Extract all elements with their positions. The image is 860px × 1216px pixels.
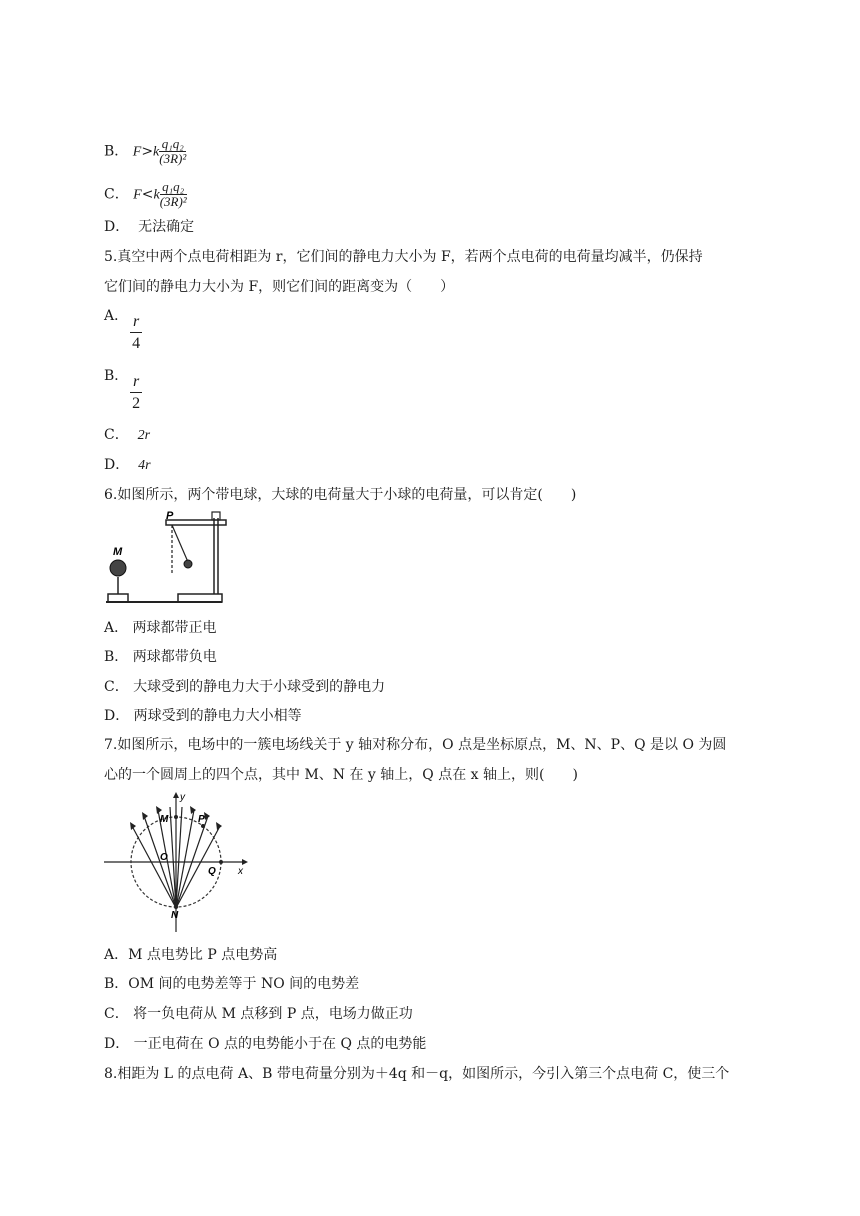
- q7-label-q: Q: [208, 866, 216, 877]
- q6-figure: [104, 510, 230, 610]
- q4-option-c[interactable]: C． F<k $\frac{\text{q₁q₂}}{\text{(3R)²}}$: [104, 179, 187, 209]
- q5-option-a-fraction: $\frac{r}{4}$: [130, 312, 142, 355]
- q4-option-b[interactable]: B． F>k $\frac{\text{q₁q₂}}{\text{(3R)²}}$: [104, 136, 187, 166]
- q6-top-arm: [166, 520, 226, 525]
- q7-option-d[interactable]: D． 一正电荷在 O 点的电势能小于在 Q 点的电势能: [104, 1036, 427, 1052]
- q7-x-arrow: [242, 859, 248, 865]
- q5-option-b-fraction: $\frac{r}{2}$: [130, 372, 142, 415]
- q7-point-n: [174, 905, 178, 909]
- q6-string: [172, 525, 188, 562]
- q6-top-cap: [212, 512, 220, 520]
- q4-option-d[interactable]: D． 无法确定: [104, 219, 195, 235]
- q6-label-m: M: [113, 546, 123, 558]
- q6-stand-right-base: [178, 594, 222, 602]
- q6-option-c[interactable]: C． 大球受到的静电力大于小球受到的静电力: [104, 679, 386, 695]
- q7-label-o: O: [160, 852, 168, 863]
- q5-option-b-label[interactable]: B．: [104, 368, 129, 384]
- q6-big-ball: [110, 560, 126, 576]
- q7-figure: [104, 790, 250, 938]
- q5-stem-line1: 5.真空中两个点电荷相距为 r，它们间的静电力大小为 F，若两个点电荷的电荷量均减半，仍保持: [104, 249, 703, 265]
- q7-label-p: P: [198, 814, 205, 825]
- q7-y-arrow: [173, 792, 179, 798]
- q7-option-b[interactable]: B．OM 间的电势差等于 NO 间的电势差: [104, 976, 360, 992]
- q5-option-a-label[interactable]: A．: [104, 308, 129, 324]
- q6-option-a[interactable]: A． 两球都带正电: [104, 620, 217, 636]
- q4-b-fraction: $\frac{\text{q₁q₂}}{\text{(3R)²}}$: [159, 136, 187, 166]
- q6-label-p: P: [166, 510, 174, 522]
- q5-stem-line2: 它们间的静电力大小为 F，则它们间的距离变为（ ）: [104, 279, 455, 295]
- q7-label-x: x: [238, 866, 243, 877]
- q6-small-ball: [184, 560, 192, 568]
- q7-point-q: [219, 860, 223, 864]
- q7-label-n: N: [171, 910, 179, 921]
- q6-stem: 6.如图所示，两个带电球，大球的电荷量大于小球的电荷量，可以肯定( ): [104, 487, 577, 503]
- q4-c-fraction: $\frac{\text{q₁q₂}}{\text{(3R)²}}$: [159, 179, 187, 209]
- q8-stem-line1: 8.相距为 L 的点电荷 A、B 带电荷量分别为＋4q 和－q，如图所示，今引入第三个点电荷 C，使三个: [104, 1066, 730, 1082]
- q5-option-c[interactable]: C． 2r: [104, 427, 151, 443]
- q7-point-m: [174, 815, 178, 819]
- q7-stem-line2: 心的一个圆周上的四个点，其中 M、N 在 y 轴上，Q 点在 x 轴上，则( ): [104, 767, 578, 783]
- q6-stand-left-base: [108, 594, 128, 602]
- q7-option-a[interactable]: A．M 点电势比 P 点电势高: [104, 947, 278, 963]
- q7-label-m: M: [160, 814, 169, 825]
- q7-option-c[interactable]: C． 将一负电荷从 M 点移到 P 点，电场力做正功: [104, 1006, 413, 1022]
- q7-stem-line1: 7.如图所示，电场中的一簇电场线关于 y 轴对称分布，O 点是坐标原点，M、N、P、Q 是以 O 为圆: [104, 737, 727, 753]
- q7-label-y: y: [180, 792, 185, 803]
- q5-option-d[interactable]: D． 4r: [104, 457, 151, 473]
- q6-option-b[interactable]: B． 两球都带负电: [104, 649, 217, 665]
- q6-option-d[interactable]: D． 两球受到的静电力大小相等: [104, 708, 302, 724]
